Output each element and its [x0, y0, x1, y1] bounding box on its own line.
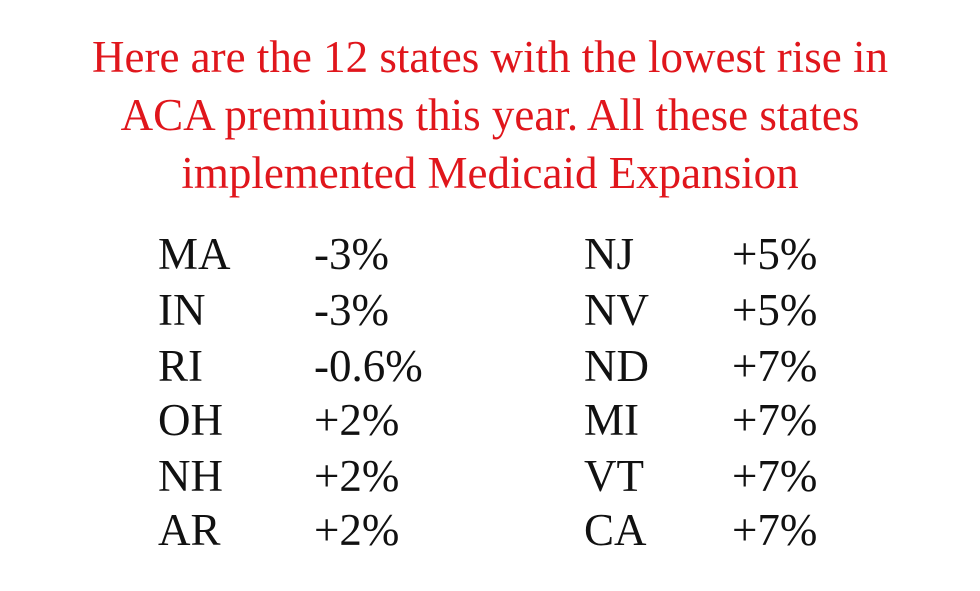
- state-code: NV: [584, 285, 649, 335]
- table-row: [0, 392, 980, 448]
- state-code: VT: [584, 451, 644, 501]
- premium-change: -0.6%: [314, 341, 423, 391]
- table-row: [0, 338, 980, 394]
- state-code: NH: [158, 451, 223, 501]
- state-code: NJ: [584, 229, 635, 279]
- premium-change: +7%: [732, 341, 818, 391]
- state-code: ND: [584, 341, 649, 391]
- state-code: MA: [158, 229, 231, 279]
- premium-change: -3%: [314, 229, 389, 279]
- state-code: RI: [158, 341, 203, 391]
- headline-line-1: Here are the 12 states with the lowest rise in: [91, 32, 888, 82]
- premium-change: +2%: [314, 395, 400, 445]
- premium-change: +2%: [314, 505, 400, 555]
- premium-change: +5%: [732, 285, 818, 335]
- state-code: IN: [158, 285, 206, 335]
- table-row: [0, 226, 980, 282]
- table-row: [0, 448, 980, 504]
- table-row: [0, 502, 980, 558]
- premium-change: -3%: [314, 285, 389, 335]
- headline-line-3: implemented Medicaid Expansion: [181, 148, 799, 198]
- state-code: AR: [158, 505, 221, 555]
- premium-change: +7%: [732, 395, 818, 445]
- premium-change: +7%: [732, 505, 818, 555]
- state-code: MI: [584, 395, 639, 445]
- table-row: [0, 282, 980, 338]
- state-code: CA: [584, 505, 647, 555]
- premium-change: +2%: [314, 451, 400, 501]
- premium-change: +7%: [732, 451, 818, 501]
- premium-change: +5%: [732, 229, 818, 279]
- headline-line-2: ACA premiums this year. All these states: [120, 90, 860, 140]
- state-code: OH: [158, 395, 223, 445]
